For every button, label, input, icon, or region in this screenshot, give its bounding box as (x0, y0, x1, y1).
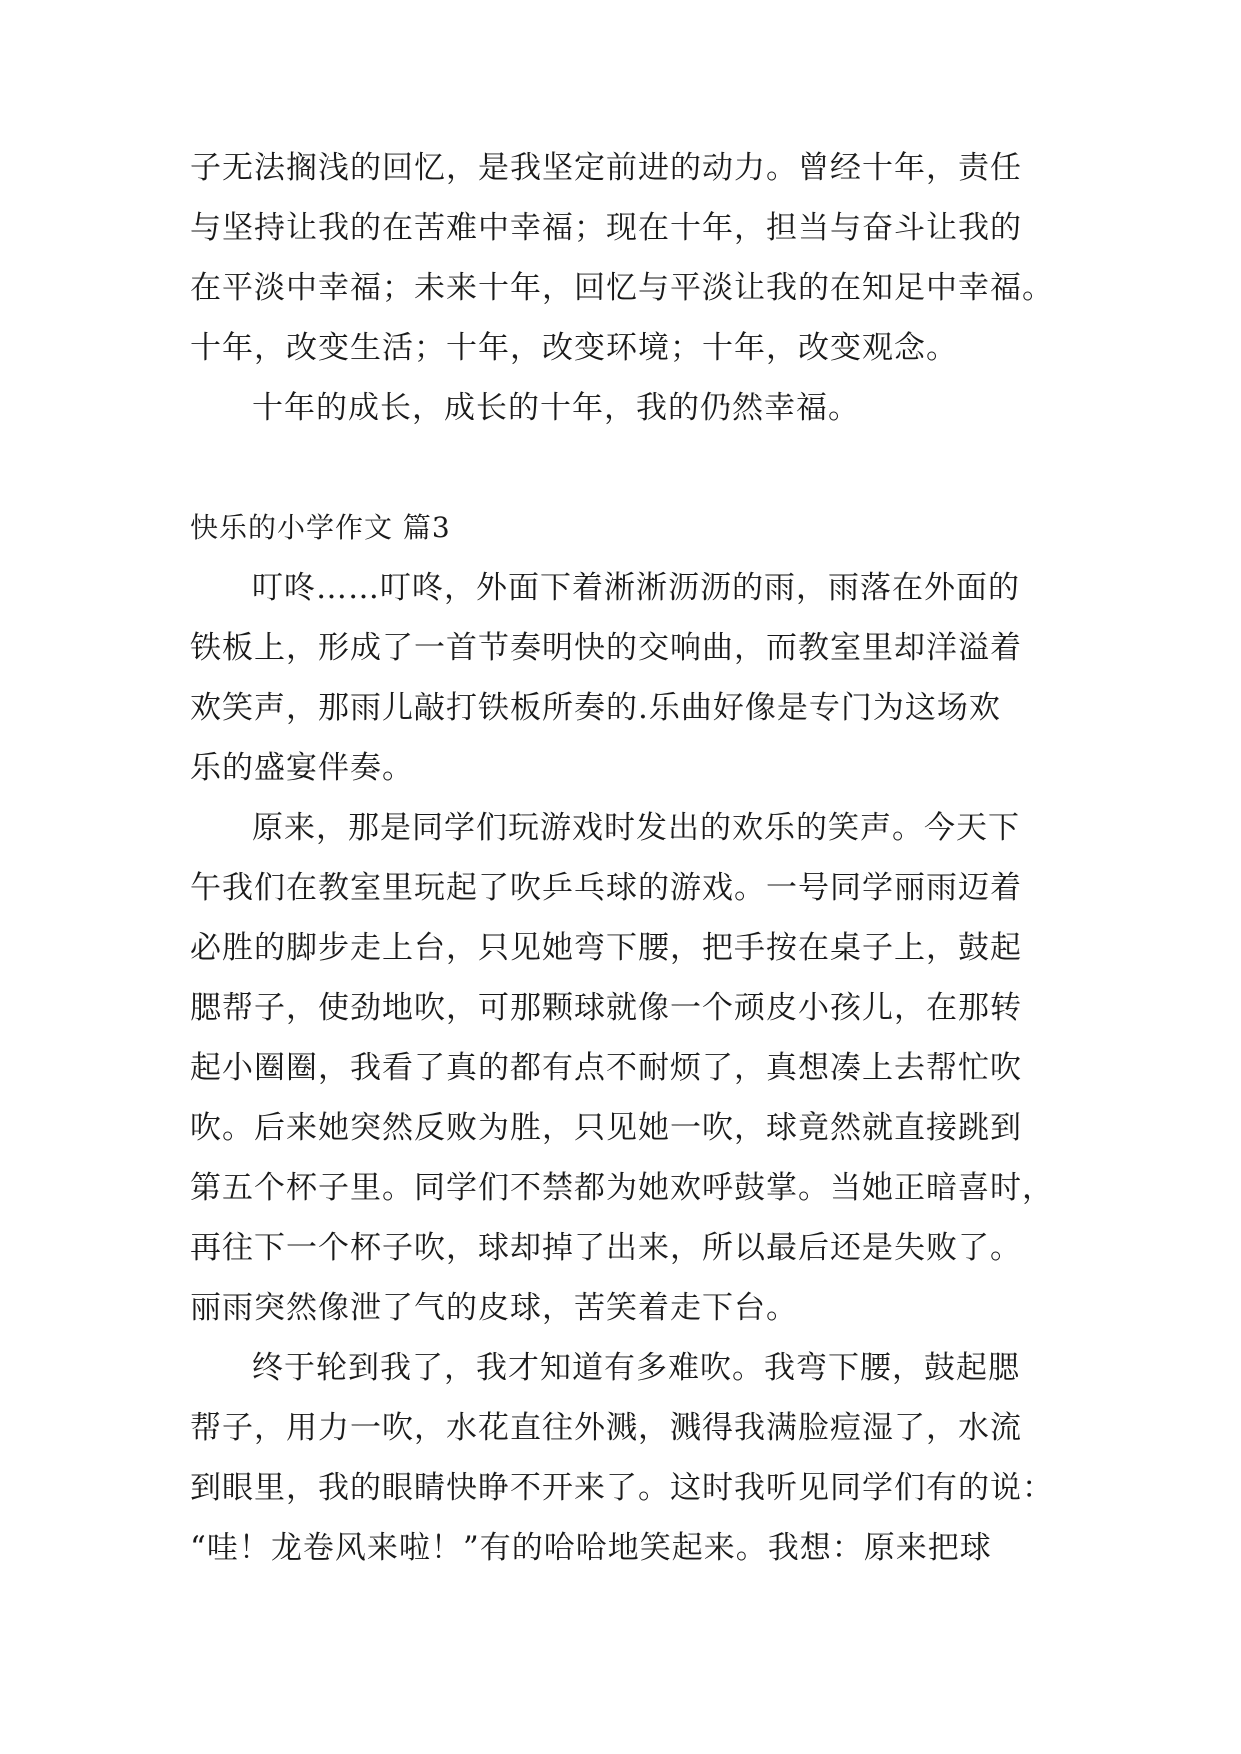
paragraph-line: 十年的成长，成长的十年，我的仍然幸福。 (252, 390, 860, 426)
paragraph-line: 必胜的脚步走上台，只见她弯下腰，把手按在桌子上，鼓起 (190, 930, 1022, 966)
paragraph-line: 到眼里，我的眼睛快睁不开来了。这时我听见同学们有的说： (190, 1470, 1054, 1506)
paragraph-line: 原来，那是同学们玩游戏时发出的欢乐的笑声。今天下 (252, 810, 1020, 846)
paragraph-line: 丽雨突然像泄了气的皮球，苦笑着走下台。 (190, 1290, 798, 1326)
paragraph-line: 吹。后来她突然反败为胜，只见她一吹，球竟然就直接跳到 (190, 1110, 1022, 1146)
paragraph-line: 铁板上，形成了一首节奏明快的交响曲，而教室里却洋溢着 (190, 630, 1022, 666)
paragraph-line: 在平淡中幸福；未来十年，回忆与平淡让我的在知足中幸福。 (190, 270, 1054, 306)
paragraph-line: 叮咚……叮咚，外面下着淅淅沥沥的雨，雨落在外面的 (252, 570, 1020, 606)
paragraph-line: 子无法搁浅的回忆，是我坚定前进的动力。曾经十年，责任 (190, 150, 1022, 186)
paragraph-line: 帮子，用力一吹，水花直往外溅，溅得我满脸痘湿了，水流 (190, 1410, 1022, 1446)
paragraph-line: 再往下一个杯子吹，球却掉了出来，所以最后还是失败了。 (190, 1230, 1022, 1266)
section-heading: 快乐的小学作文 篇3 (190, 511, 451, 544)
paragraph-line: 乐的盛宴伴奏。 (190, 750, 414, 786)
paragraph-line: 与坚持让我的在苦难中幸福；现在十年，担当与奋斗让我的 (190, 210, 1022, 246)
paragraph-line: 午我们在教室里玩起了吹乒乓球的游戏。一号同学丽雨迈着 (190, 870, 1022, 906)
paragraph-line: 第五个杯子里。同学们不禁都为她欢呼鼓掌。当她正暗喜时， (190, 1170, 1054, 1206)
paragraph-line: 十年，改变生活；十年，改变环境；十年，改变观念。 (190, 330, 958, 366)
paragraph-line: 起小圈圈，我看了真的都有点不耐烦了，真想凑上去帮忙吹 (190, 1050, 1022, 1086)
paragraph-line: “哇！龙卷风来啦！”有的哈哈地笑起来。我想：原来把球 (190, 1530, 992, 1566)
paragraph-line: 腮帮子，使劲地吹，可那颗球就像一个顽皮小孩儿，在那转 (190, 990, 1022, 1026)
paragraph-line: 欢笑声，那雨儿敲打铁板所奏的.乐曲好像是专门为这场欢 (190, 690, 1001, 726)
paragraph-line: 终于轮到我了，我才知道有多难吹。我弯下腰，鼓起腮 (252, 1350, 1020, 1386)
